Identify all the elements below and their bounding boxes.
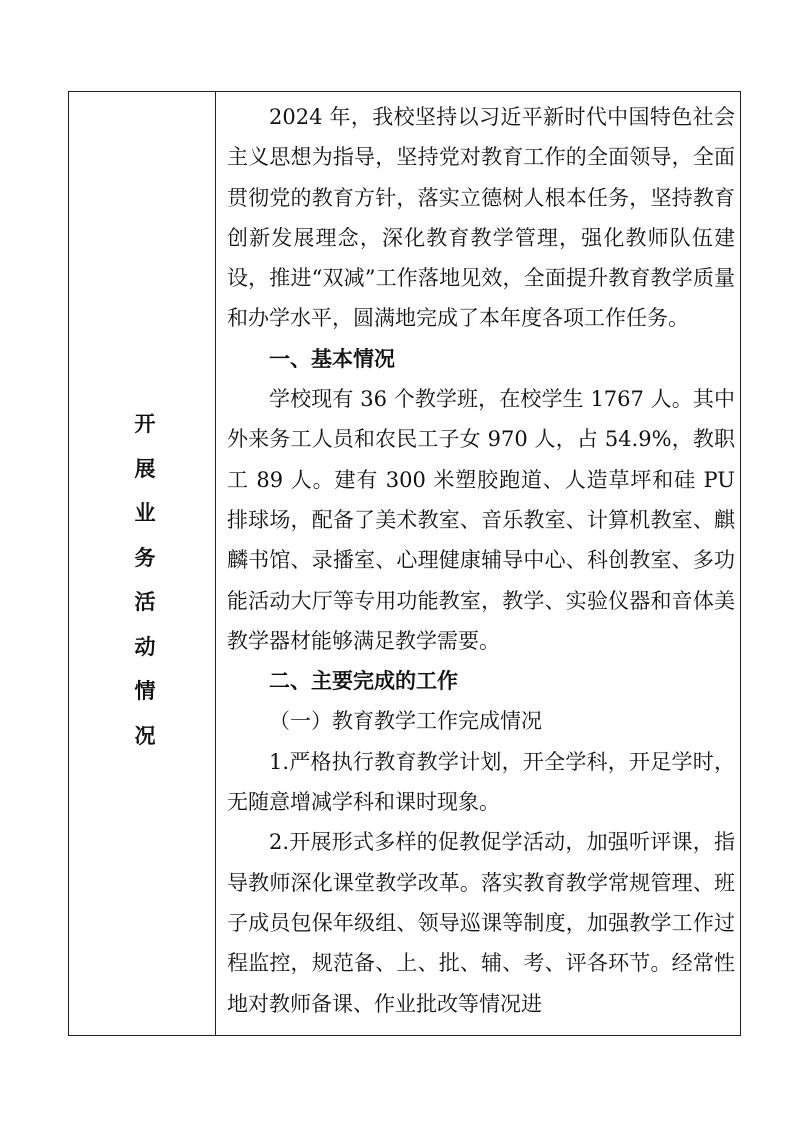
label-char: 展 [134,455,156,481]
list-item-teaching-activities: 2.开展形式多样的促教促学活动，加强听评课，指导教师深化课堂教学改革。落实教育教学常规管理、班子成员包保年级组、领导巡课等制度，加强教学工作过程监控，规范备、上、批、辅、考、评各环节。经常性地对教师备课、作业批改等情况进 [227,830,735,1016]
section-heading-basic-info: 一、基本情况 [269,345,395,371]
subsection-heading-teaching: （一）教育教学工作完成情况 [269,709,542,734]
label-char: 况 [134,722,156,748]
row-label-business-activities [120,402,170,758]
basic-info-paragraph: 学校现有 36 个教学班，在校学生 1767 人。其中外来务工人员和农民工子女 970 人，占 54.9%，教职工 89 人。建有 300 米塑胶跑道、人造草坪和硅 PU 排球场，配备了美术教室、音乐教室、计算机教室、麒麟书馆、录播室、心理健康辅导中心、科创教室、多功能活动大厅等专用功能教室，教学、实验仪器和音体美教学器材能够满足教学需要。 [227,387,735,653]
intro-paragraph: 2024 年，我校坚持以习近平新时代中国特色社会主义思想为指导，坚持党对教育工作的全面领导，全面贯彻党的教育方针，落实立德树人根本任务，坚持教育创新发展理念，深化教育教学管理，强化教师队伍建设，推进“双减”工作落地见效，全面提升教育教学质量和办学水平，圆满地完成了本年度各项工作任务。 [227,105,735,331]
label-char: 情 [134,678,156,703]
label-char: 业 [134,500,156,525]
label-char: 务 [134,544,156,570]
section-heading-main-work: 二、主要完成的工作 [269,668,458,694]
label-char: 动 [134,633,156,659]
content-cell [227,97,735,1024]
list-item-teaching-plan: 1.严格执行教育教学计划，开全学科，开足学时，无随意增减学科和课时现象。 [227,749,735,815]
label-char: 活 [134,589,156,614]
label-char: 开 [134,411,156,436]
column-divider [215,91,216,1036]
